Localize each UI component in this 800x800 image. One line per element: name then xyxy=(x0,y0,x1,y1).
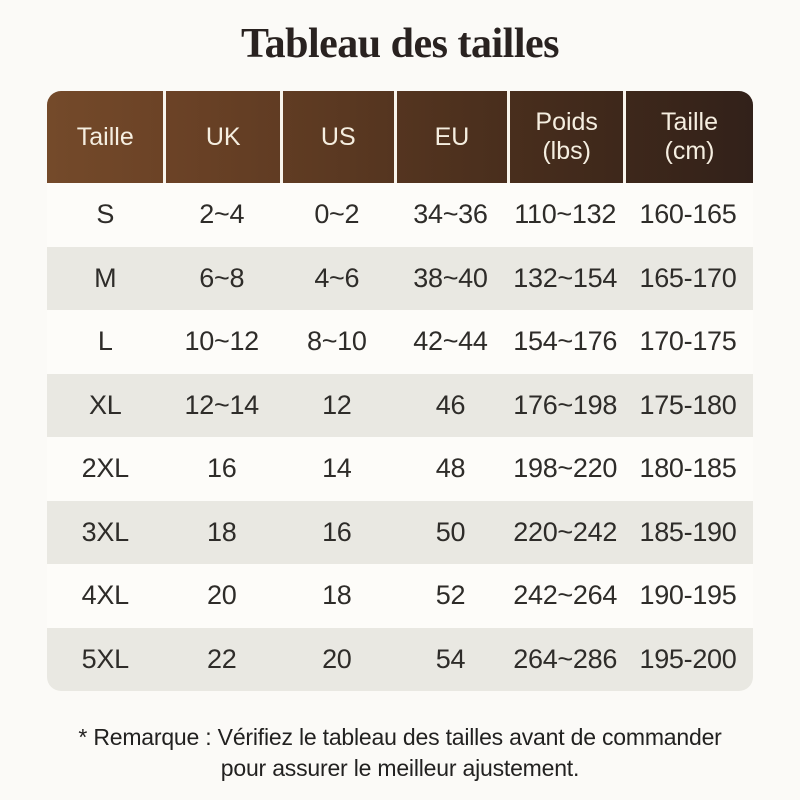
header-label-line2: (lbs) xyxy=(542,137,591,165)
cell-taille-cm: 185-190 xyxy=(639,516,737,547)
cell-size-label: 3XL xyxy=(81,516,129,547)
cell-eu: 54 xyxy=(435,643,466,674)
table-row-3xl xyxy=(47,501,753,565)
note-line-1: * Remarque : Vérifiez le tableau des tailles avant de commander xyxy=(78,724,722,750)
cell-us: 8~10 xyxy=(306,326,367,357)
header-label: US xyxy=(320,122,356,151)
table-row-2xl xyxy=(47,437,753,501)
size-chart-note xyxy=(0,722,800,784)
cell-us: 20 xyxy=(322,643,352,674)
cell-poids: 176~198 xyxy=(513,389,618,420)
table-body xyxy=(47,183,753,691)
cell-taille-cm: 160-165 xyxy=(639,199,737,230)
cell-uk: 12~14 xyxy=(184,389,259,420)
cell-us: 12 xyxy=(322,389,352,420)
cell-eu: 52 xyxy=(435,580,466,611)
cell-poids: 198~220 xyxy=(513,453,618,484)
header-label: Taille xyxy=(661,108,718,136)
cell-us: 18 xyxy=(322,580,352,611)
cell-eu: 50 xyxy=(435,516,466,547)
note-line-2: pour assurer le meilleur ajustement. xyxy=(220,755,580,781)
cell-size-label: XL xyxy=(89,389,122,420)
header-label: Taille xyxy=(76,122,134,151)
table-header-row xyxy=(47,91,753,183)
table-row-4xl xyxy=(47,564,753,628)
cell-size-label: L xyxy=(97,326,113,357)
cell-size-label: S xyxy=(96,199,115,230)
cell-poids: 154~176 xyxy=(513,326,618,357)
cell-taille-cm: 175-180 xyxy=(639,389,737,420)
cell-uk: 18 xyxy=(207,516,237,547)
cell-eu: 34~36 xyxy=(413,199,488,230)
table-row-s xyxy=(47,183,753,247)
table-row-l xyxy=(47,310,753,374)
cell-taille-cm: 190-195 xyxy=(639,580,737,611)
header-label: EU xyxy=(434,122,470,151)
cell-taille-cm: 170-175 xyxy=(639,326,737,357)
cell-uk: 16 xyxy=(207,453,237,484)
header-label: UK xyxy=(205,122,241,151)
cell-uk: 2~4 xyxy=(199,199,245,230)
cell-size-label: 5XL xyxy=(81,643,129,674)
size-chart-table xyxy=(47,91,753,691)
cell-taille-cm: 165-170 xyxy=(639,262,737,293)
cell-size-label: 2XL xyxy=(81,453,129,484)
header-label: Poids xyxy=(535,108,598,136)
table-row-5xl xyxy=(47,628,753,692)
cell-eu: 48 xyxy=(435,453,466,484)
cell-poids: 220~242 xyxy=(513,516,618,547)
page-title: Tableau des tailles xyxy=(240,21,559,67)
cell-poids: 132~154 xyxy=(513,262,618,293)
header-cell-taille-cm xyxy=(623,91,753,183)
header-cell-us xyxy=(280,91,394,183)
cell-poids: 264~286 xyxy=(513,643,618,674)
cell-eu: 46 xyxy=(435,389,466,420)
table-row-xl xyxy=(47,374,753,438)
cell-poids: 242~264 xyxy=(513,580,618,611)
cell-size-label: 4XL xyxy=(81,580,129,611)
cell-poids: 110~132 xyxy=(514,199,617,230)
header-label-line2: (cm) xyxy=(664,137,715,165)
cell-uk: 22 xyxy=(207,643,237,674)
cell-us: 14 xyxy=(322,453,352,484)
header-cell-taille xyxy=(47,91,163,183)
cell-us: 4~6 xyxy=(314,262,360,293)
header-cell-poids-lbs xyxy=(507,91,623,183)
header-cell-eu xyxy=(394,91,508,183)
cell-taille-cm: 195-200 xyxy=(639,643,737,674)
header-cell-uk xyxy=(163,91,279,183)
cell-us: 16 xyxy=(322,516,352,547)
cell-uk: 10~12 xyxy=(184,326,259,357)
cell-eu: 42~44 xyxy=(413,326,488,357)
cell-uk: 20 xyxy=(207,580,237,611)
cell-size-label: M xyxy=(94,262,117,293)
cell-us: 0~2 xyxy=(314,199,360,230)
table-row-m xyxy=(47,247,753,311)
cell-eu: 38~40 xyxy=(413,262,488,293)
cell-uk: 6~8 xyxy=(199,262,245,293)
cell-taille-cm: 180-185 xyxy=(639,453,737,484)
